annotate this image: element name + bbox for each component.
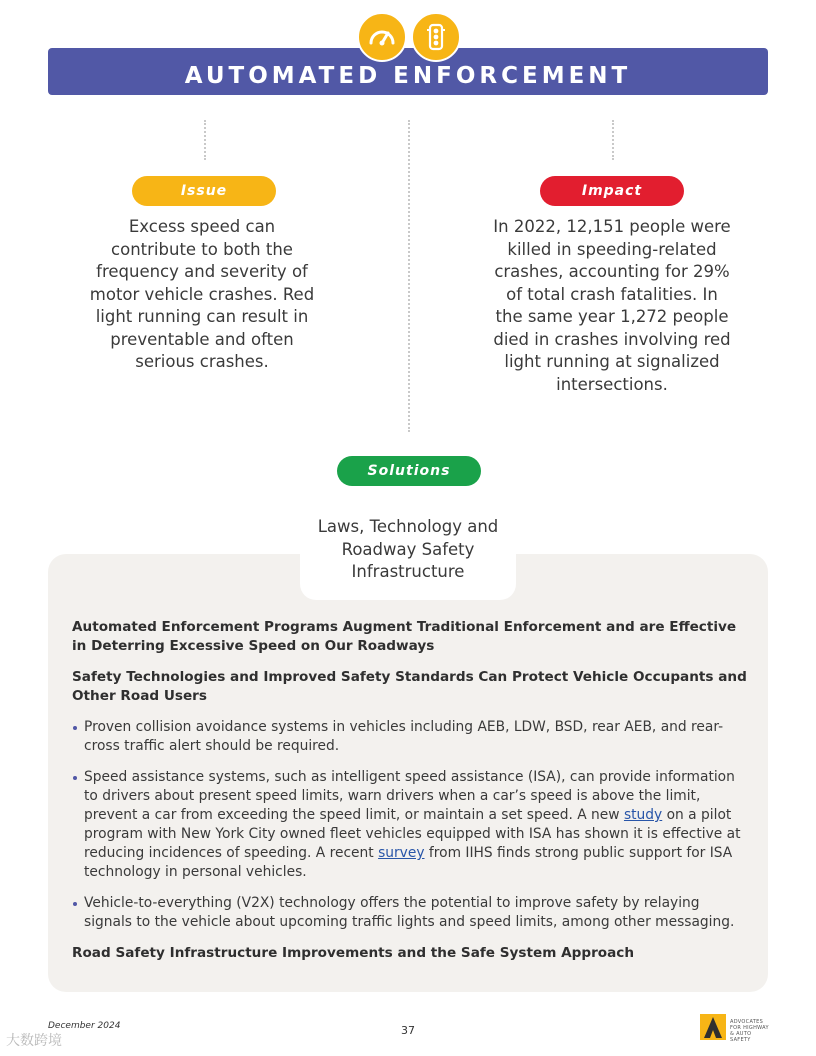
issue-badge bbox=[132, 176, 276, 206]
survey-link[interactable]: survey bbox=[378, 845, 425, 861]
traffic-light-icon bbox=[411, 12, 461, 62]
solutions-subtitle: Laws, Technology and Roadway Safety Infrastructure bbox=[317, 517, 499, 581]
advocates-logo-icon bbox=[700, 1014, 726, 1040]
page-number: 37 bbox=[401, 1024, 415, 1037]
section-title: AUTOMATED ENFORCEMENT bbox=[184, 62, 632, 89]
watermark: 大数跨境 bbox=[6, 1033, 62, 1049]
connector-right bbox=[612, 120, 614, 160]
impact-badge bbox=[540, 176, 684, 206]
section-banner bbox=[48, 48, 768, 95]
heading-automated-enforcement: Automated Enforcement Programs Augment Traditional Enforcement and are Effective in Deterring Excessive Speed on Our Roadways bbox=[72, 619, 737, 654]
bullet-v2x: Vehicle-to-everything (V2X) technology offers the potential to improve safety by relaying signals to the vehicle about upcoming traffic lights and speed limits, among other messaging. bbox=[72, 894, 748, 932]
heading-safety-technologies: Safety Technologies and Improved Safety Standards Can Protect Vehicle Occupants and Other Road Users bbox=[72, 669, 747, 704]
bullet-speed-text-2: on a pilot program with New York City owned fleet vehicles equipped with ISA has shown it is effective at reducing incidences of speeding. A recent bbox=[84, 807, 741, 861]
solutions-badge bbox=[337, 456, 481, 486]
footer-date: December 2024 bbox=[48, 1021, 121, 1031]
bullet-collision-avoidance: Proven collision avoidance systems in vehicles including AEB, LDW, BSD, rear AEB, and rear-cross traffic alert should be required. bbox=[72, 718, 748, 756]
solutions-content bbox=[72, 618, 748, 963]
impact-text: In 2022, 12,151 people were killed in speeding-related crashes, accounting for 29% of total crash fatalities. In the same year 1,272 people died in crashes involving red light running at signalized intersections. bbox=[493, 217, 731, 394]
connector-left bbox=[204, 120, 206, 160]
bullet-speed-assistance bbox=[72, 768, 748, 882]
issue-text: Excess speed can contribute to both the frequency and severity of motor vehicle crashes. Red light running can result in preventable and often serious crashes. bbox=[89, 217, 315, 371]
logo-text: ADVOCATES FOR HIGHWAY & AUTO SAFETY bbox=[730, 1019, 769, 1043]
solutions-tab bbox=[300, 506, 516, 600]
bullet-speed-text-3: from IIHS finds strong public support for ISA technology in personal vehicles. bbox=[84, 845, 733, 880]
study-link[interactable]: study bbox=[623, 807, 663, 823]
bullet-speed-text-1: Speed assistance systems, such as intelligent speed assistance (ISA), can provide information to drivers about present speed limits, warn drivers when a car’s speed is above the limit, prevent a car from exceeding the speed limit, or maintain a set speed. A new bbox=[84, 769, 735, 823]
issue-label: Issue bbox=[180, 183, 228, 199]
solutions-label: Solutions bbox=[367, 463, 451, 479]
heading-road-safety: Road Safety Infrastructure Improvements and the Safe System Approach bbox=[72, 945, 635, 961]
connector-center bbox=[408, 120, 410, 432]
speedometer-icon bbox=[357, 12, 407, 62]
impact-label: Impact bbox=[581, 183, 643, 199]
